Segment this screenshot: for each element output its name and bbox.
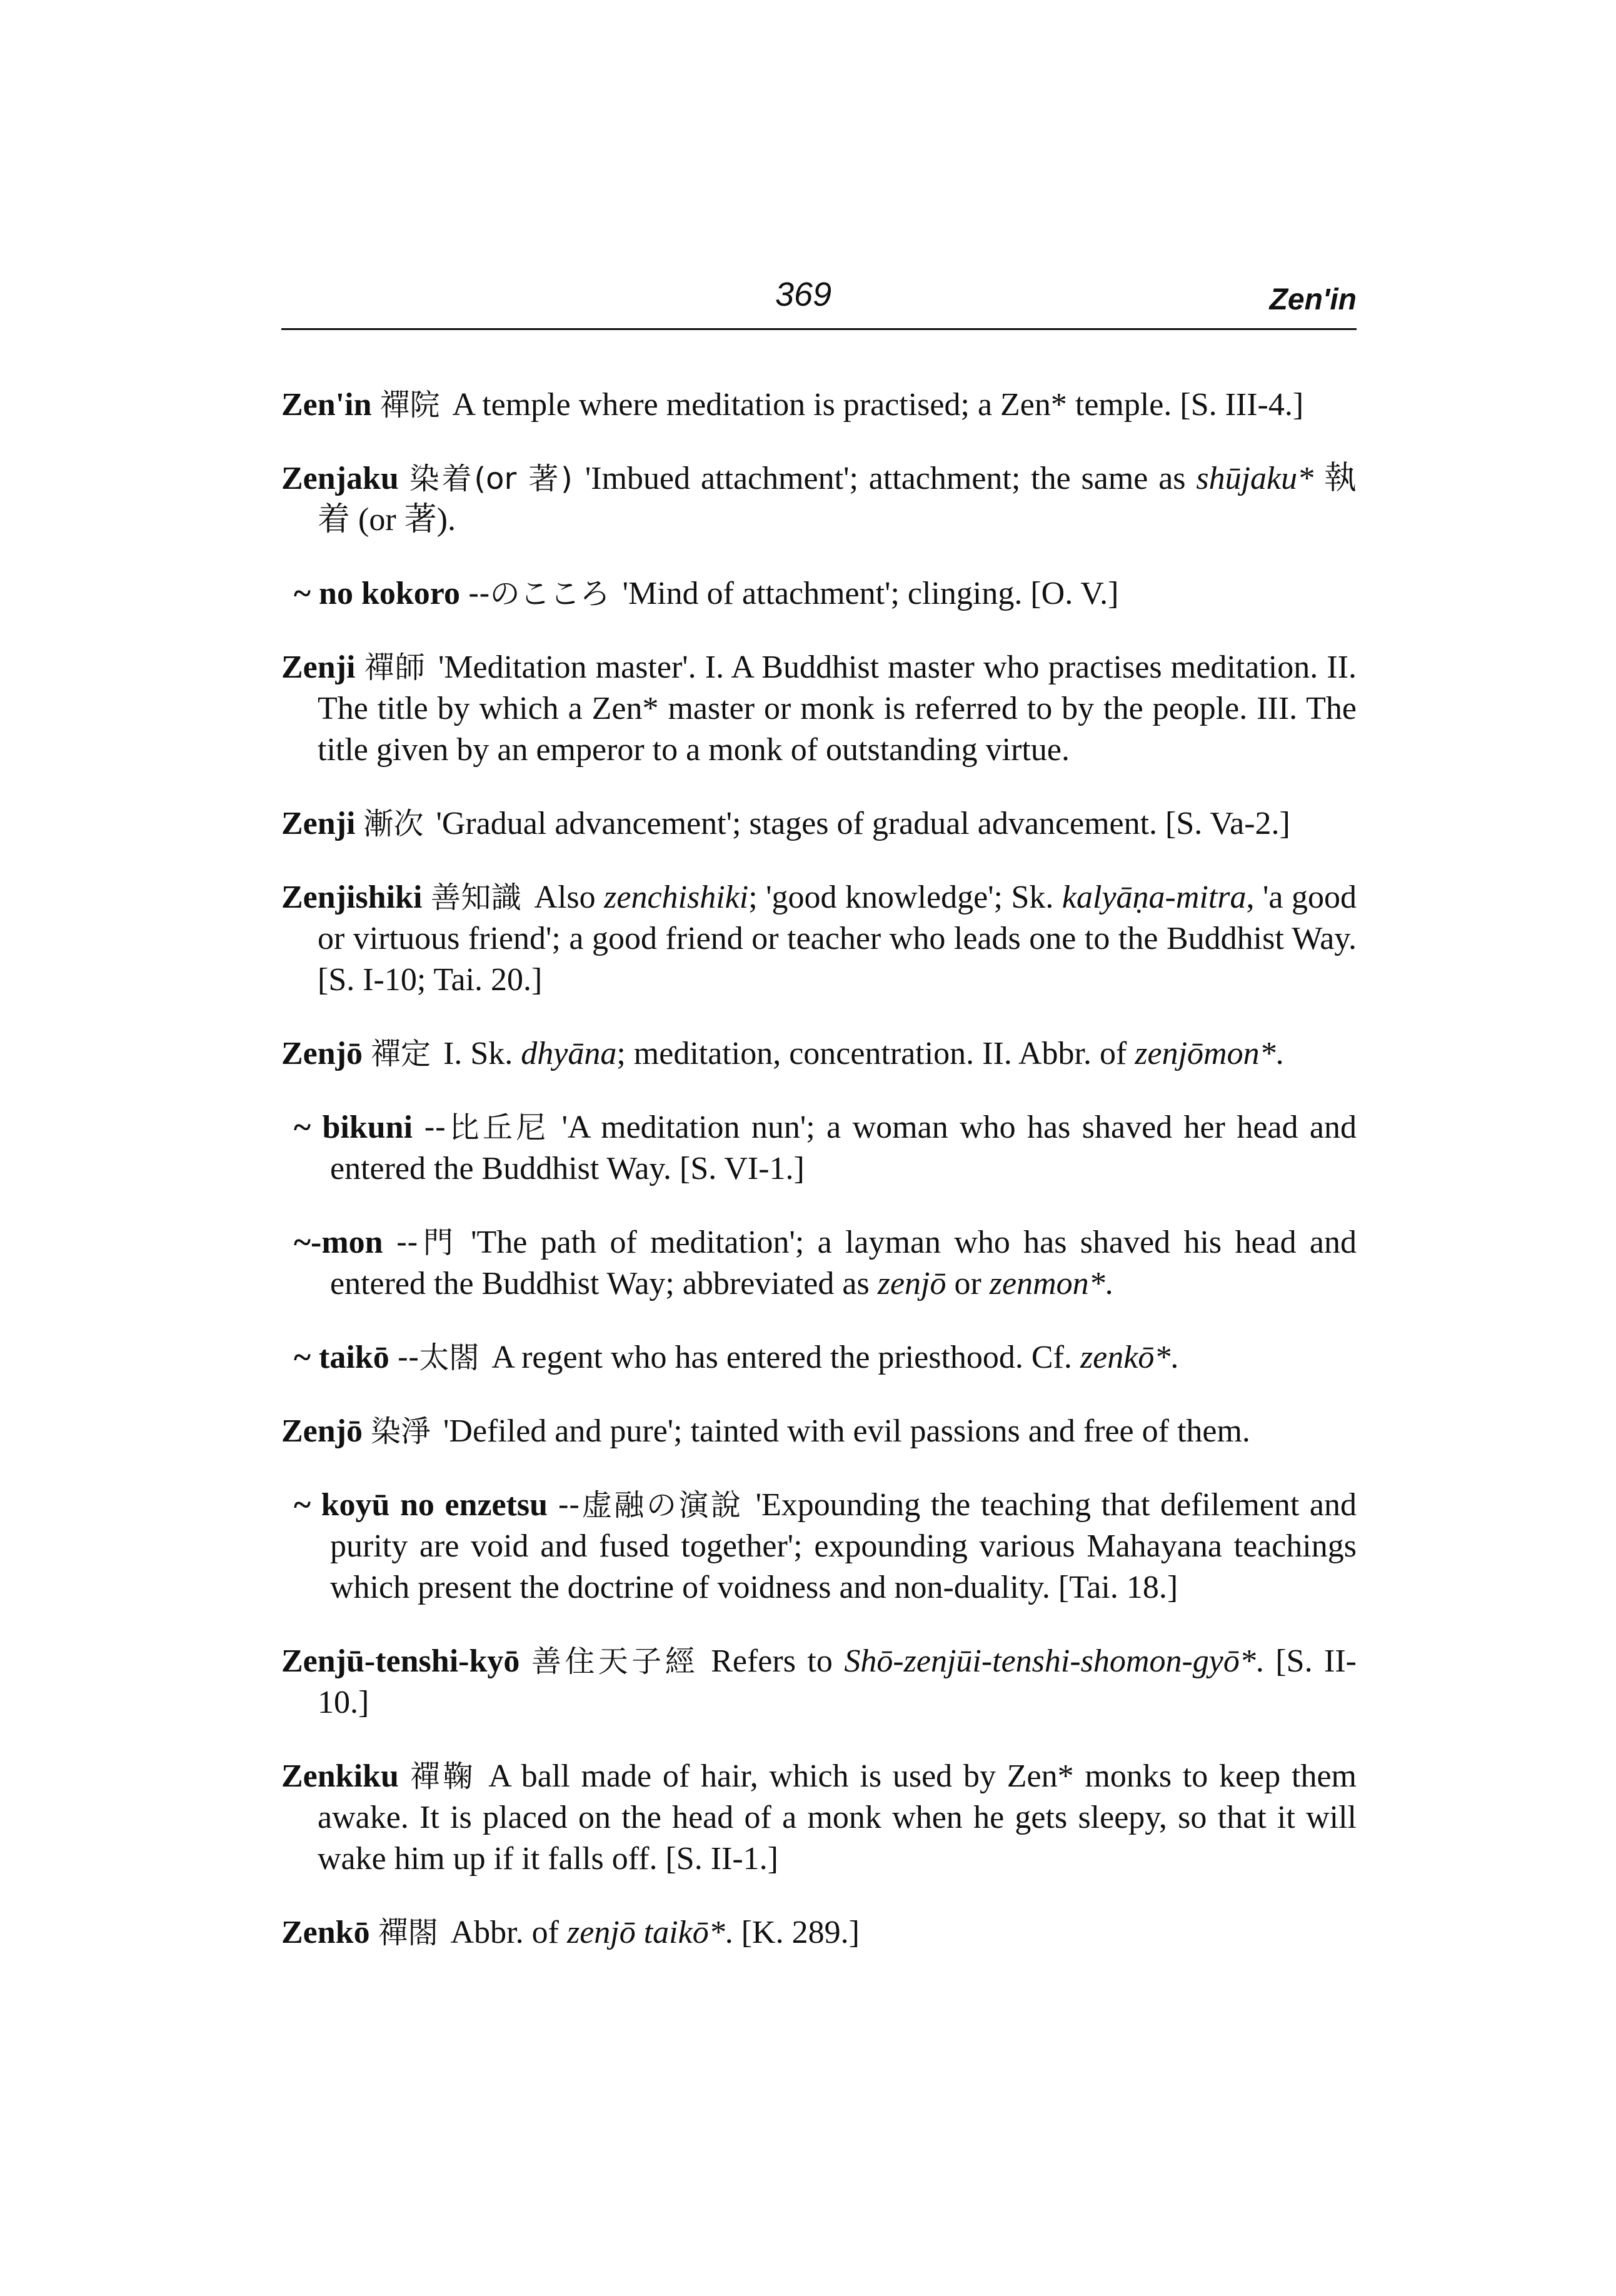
entry-kanji: 禪院 — [379, 388, 440, 423]
entry-definition-text: 執着 (or 著). — [318, 461, 1357, 538]
dictionary-entry — [281, 384, 1357, 426]
entry-headword: ~-mon — [294, 1225, 383, 1260]
entry-headword: Zenji — [281, 649, 356, 685]
entry-headword: Zenjō — [281, 1036, 363, 1071]
entry-definition-text: I. Sk. — [443, 1036, 521, 1071]
entry-definition-text: . — [1105, 1266, 1113, 1301]
entry-headword: Zenjaku — [281, 461, 399, 496]
dictionary-entry — [281, 803, 1357, 845]
sub-entry — [294, 573, 1357, 614]
entry-definition-text: . [K. 289.] — [725, 1915, 860, 1950]
sub-entry — [294, 1337, 1357, 1378]
dictionary-entry — [281, 458, 1357, 541]
entry-kanji: --比丘尼 — [424, 1110, 550, 1145]
entry-kanji: --のこころ — [468, 576, 610, 611]
entry-italic-term: zenjō taikō* — [566, 1915, 725, 1950]
entry-italic-term: dhyāna — [521, 1036, 617, 1071]
entry-definition-text: Abbr. of — [450, 1915, 567, 1950]
entry-definition-text: 'Expounding the teaching that defilement and purity are void and fused together'; expounding various Mahayana teachings which present the doctrine of voidness and non-duality. [Tai. 18.] — [330, 1487, 1357, 1605]
entry-definition-text: 'Mind of attachment'; clinging. [O. V.] — [622, 576, 1119, 611]
entry-italic-term: zenmon* — [989, 1266, 1105, 1301]
entry-headword: ~ taikō — [294, 1340, 389, 1375]
entry-headword: Zen'in — [281, 387, 372, 423]
entry-kanji: 禪師 — [364, 650, 426, 685]
entry-italic-term: Shō-zenjūi-tenshi-shomon-gyō* — [844, 1643, 1256, 1679]
entry-definition-text: A temple where meditation is practised; a Zen* temple. [S. III-4.] — [452, 387, 1304, 423]
running-head: Zen'in — [1269, 283, 1357, 316]
entry-kanji: 禪鞠 — [409, 1759, 476, 1794]
entry-definition-text: 'Defiled and pure'; tainted with evil passions and free of them. — [443, 1413, 1250, 1449]
entry-italic-term: zenjō — [877, 1266, 946, 1301]
entry-definition-text: or — [946, 1266, 990, 1301]
entry-definition-text: . — [1275, 1036, 1284, 1071]
dictionary-entries — [281, 352, 1357, 1965]
entry-kanji: 善住天子經 — [531, 1644, 699, 1679]
entry-kanji: 禪定 — [371, 1036, 431, 1071]
entry-headword: ~ koyū no enzetsu — [294, 1487, 548, 1523]
entry-headword: Zenjishiki — [281, 880, 423, 915]
entry-kanji: --門 — [396, 1225, 459, 1260]
entry-kanji: --太閤 — [397, 1340, 479, 1375]
entry-definition-text: 'Meditation master'. I. A Buddhist master who practises meditation. II. The title by which a Zen* master or monk is referred to by the people. III. The title given by an emperor to a monk of outstanding virtue. — [318, 649, 1357, 768]
entry-definition-text: 'Imbued attachment'; attachment; the same as — [585, 461, 1197, 496]
sub-entry — [294, 1485, 1357, 1608]
entry-headword: Zenji — [281, 806, 356, 841]
entry-kanji: 染淨 — [371, 1414, 431, 1449]
entry-italic-term: zenkō* — [1080, 1340, 1171, 1375]
entry-definition-text: . [S. II-10.] — [318, 1643, 1357, 1720]
entry-kanji: 善知識 — [430, 880, 522, 915]
entry-kanji: 漸次 — [363, 806, 424, 841]
sub-entry — [294, 1222, 1357, 1305]
entry-headword: ~ no kokoro — [294, 576, 460, 611]
entry-definition-text: 'A meditation nun'; a woman who has shaved her head and entered the Buddhist Way. [S. VI-1.] — [330, 1110, 1357, 1186]
dictionary-entry — [281, 1411, 1357, 1452]
page-header — [281, 275, 1357, 325]
entry-definition-text: Refers to — [711, 1643, 845, 1679]
entry-definition-text: . — [1170, 1340, 1179, 1375]
dictionary-entry — [281, 1641, 1357, 1723]
entry-kanji: --虚融の演說 — [558, 1488, 743, 1523]
entry-italic-term: kalyāṇa-mitra — [1061, 880, 1247, 915]
dictionary-entry — [281, 1033, 1357, 1075]
entry-italic-term: zenchishiki — [604, 880, 749, 915]
entry-definition-text: A regent who has entered the priesthood. Cf. — [491, 1340, 1080, 1375]
dictionary-entry — [281, 647, 1357, 771]
entry-kanji: 禪閤 — [378, 1915, 438, 1950]
entry-definition-text: A ball made of hair, which is used by Zen* monks to keep them awake. It is placed on the head of a monk when he gets sleepy, so that it will wake him up if it falls off. [S. II-1.] — [318, 1758, 1357, 1877]
entry-italic-term: shūjaku* — [1196, 461, 1314, 496]
dictionary-entry — [281, 1912, 1357, 1953]
entry-headword: Zenkō — [281, 1915, 370, 1950]
page-number: 369 — [775, 276, 832, 313]
entry-headword: Zenjū-tenshi-kyō — [281, 1643, 520, 1679]
entry-definition-text: , 'a good or virtuous friend'; a good friend or teacher who leads one to the Buddhist Way. [S. I-10; Tai. 20.] — [318, 880, 1357, 998]
dictionary-entry — [281, 877, 1357, 1001]
entry-definition-text: ; 'good knowledge'; Sk. — [748, 880, 1062, 915]
entry-italic-term: zenjōmon* — [1135, 1036, 1276, 1071]
entry-definition-text: ; meditation, concentration. II. Abbr. of — [616, 1036, 1135, 1071]
dictionary-entry — [281, 1756, 1357, 1880]
entry-definition-text: 'Gradual advancement'; stages of gradual advancement. [S. Va-2.] — [436, 806, 1290, 841]
entry-headword: Zenkiku — [281, 1758, 399, 1794]
entry-headword: Zenjō — [281, 1413, 363, 1449]
entry-kanji: 染着(or 著) — [409, 461, 573, 496]
entry-definition-text: Also — [534, 880, 605, 915]
header-rule — [281, 328, 1357, 330]
entry-definition-text: 'The path of meditation'; a layman who has shaved his head and entered the Buddhist Way; abbreviated as — [330, 1225, 1357, 1301]
sub-entry — [294, 1107, 1357, 1190]
entry-headword: ~ bikuni — [294, 1110, 413, 1145]
